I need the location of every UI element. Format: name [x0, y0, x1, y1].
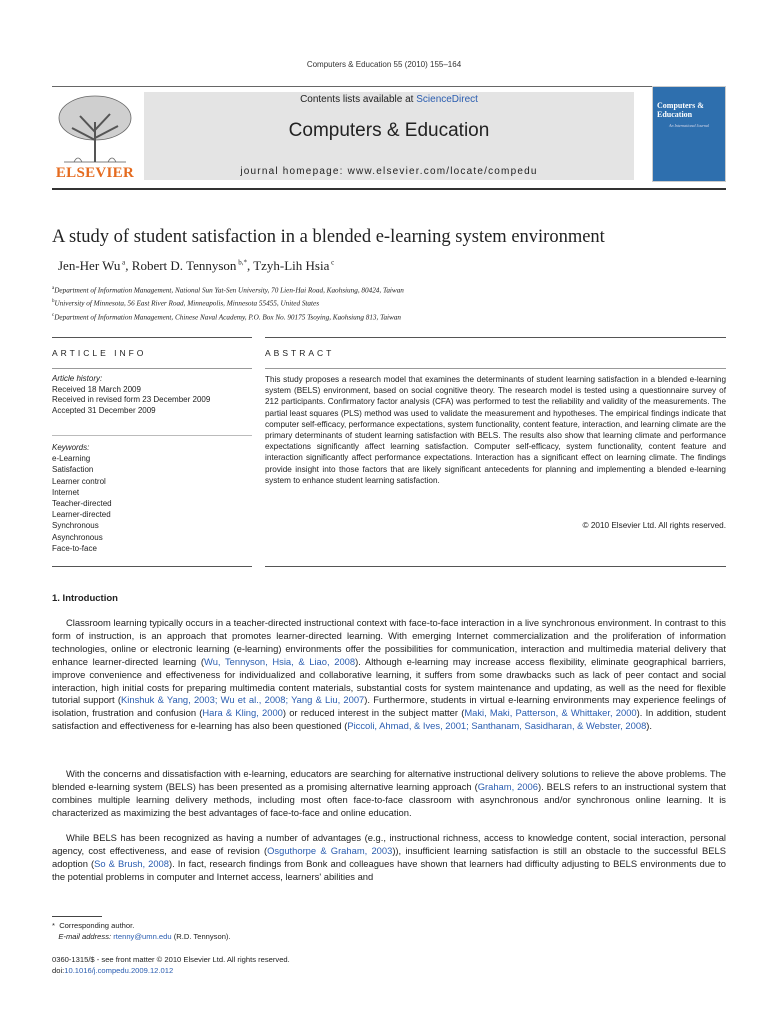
paragraph-text: ). Although e-learning may increase access flexibility, eliminate geographical barriers, improve convenience and effectiveness for individualized and collaborative learning, it suffers from some drawbacks such as lack of peer contact and social interaction, high initial costs for preparing multimedia content materials, substantial costs for system maintenance and updating, as well as the need for flexible tutorial support (: [52, 655, 726, 706]
keyword: Teacher-directed: [52, 499, 112, 509]
keyword: Satisfaction: [52, 465, 94, 475]
body-paragraph: [52, 617, 726, 733]
body-paragraph: [52, 832, 726, 884]
article-title: A study of student satisfaction in a blended e-learning system environment: [52, 227, 605, 247]
page-footer: [52, 954, 290, 976]
author-name[interactable]: Robert D. Tennyson: [131, 258, 237, 273]
abstract-copyright: © 2010 Elsevier Ltd. All rights reserved.: [582, 521, 726, 530]
affiliation: $^a$Department of Information Management, National Sun Yat-Sen University, 70 Lien-Hai Road, Kaohsiung, 80424, Taiwan: [52, 286, 404, 295]
author-name[interactable]: Jen-Her Wu: [58, 258, 121, 273]
issn-line: 0360-1315/$ - see front matter © 2010 Elsevier Ltd. All rights reserved.: [52, 955, 290, 964]
corresponding-author-note: * Corresponding author.: [52, 921, 135, 930]
citation-link[interactable]: Kinshuk & Yang, 2003; Wu et al., 2008; Yang & Liu, 2007: [121, 694, 365, 706]
top-divider: [52, 86, 726, 87]
paragraph-text: ). In addition, student satisfaction and effectiveness for e-learning has also been questioned (: [52, 707, 726, 732]
paragraph-text: ). BELS refers to an instructional system that combines multiple learning delivery methods, including most often face-to-face classroom with asynchronous and/or synchronous online learning. It is characterized as maximizing the best advantages of face-to-face and online education.: [52, 780, 726, 818]
divider: [52, 337, 252, 338]
author-affil-mark: c: [329, 258, 335, 267]
history-item: Received in revised form 23 December 2009: [52, 395, 211, 405]
paragraph-text: While BELS has been recognized as having a number of advantages (e.g., instructional richness, access to knowledge content, social interaction, personal agency, cost effectiveness, and ease of revision (: [52, 832, 726, 856]
section-heading: 1. Introduction: [52, 593, 118, 604]
author-name[interactable]: Tzyh-Lih Hsia: [253, 258, 330, 273]
abstract-heading: ABSTRACT: [265, 348, 335, 358]
keyword: e-Learning: [52, 454, 91, 464]
article-history: [52, 374, 252, 416]
divider: [265, 566, 726, 567]
author-affil-mark: a: [120, 258, 126, 267]
citation-link[interactable]: So & Brush, 2008: [94, 857, 169, 869]
cover-title: Computers & Education: [657, 101, 704, 119]
divider: [265, 368, 726, 369]
citation-link[interactable]: Osguthorpe & Graham, 2003: [267, 844, 393, 856]
author-affil-mark: b,*: [236, 258, 247, 267]
journal-citation: Computers & Education 55 (2010) 155–164: [306, 60, 462, 69]
history-item: Received 18 March 2009: [52, 384, 141, 394]
keyword: Face-to-face: [52, 543, 97, 553]
email-note: E-mail address: rtenny@umn.edu (R.D. Tennyson).: [58, 932, 231, 941]
cover-subtitle: An International Journal: [669, 123, 709, 128]
keyword: Internet: [52, 487, 80, 497]
keywords-label: Keywords:: [52, 443, 90, 452]
footnote-divider: [52, 916, 102, 917]
citation-link[interactable]: Maki, Maki, Patterson, & Whittaker, 2000: [464, 707, 637, 719]
banner-divider: [52, 188, 726, 190]
contents-line: [144, 94, 634, 105]
citation-link[interactable]: Piccoli, Ahmad, & Ives, 2001; Santhanam, Sasidharan, & Webster, 2008: [347, 720, 647, 732]
keywords: [52, 442, 252, 554]
history-item: Accepted 31 December 2009: [52, 405, 156, 415]
author-list: Jen-Her Wu $^a$, Robert D. Tennyson $^{b,*}$, Tzyh-Lih Hsia $^c$: [58, 258, 335, 273]
citation-link[interactable]: Hara & Kling, 2000: [202, 707, 283, 719]
elsevier-wordmark[interactable]: ELSEVIER: [55, 165, 135, 181]
divider: [52, 435, 252, 436]
email-link[interactable]: rtenny@umn.edu: [113, 932, 172, 941]
keyword: Asynchronous: [52, 532, 103, 542]
divider: [265, 337, 726, 338]
sciencedirect-link[interactable]: ScienceDirect: [416, 94, 478, 105]
article-info-heading: ARTICLE INFO: [52, 348, 147, 358]
journal-cover-image[interactable]: [652, 86, 726, 182]
keyword: Synchronous: [52, 521, 99, 531]
keyword: Learner control: [52, 476, 106, 486]
paragraph-text: ) or reduced interest in the subject matter (: [282, 707, 465, 719]
paragraph-text: ). Furthermore, students in virtual e-learning environments may experience feelings of isolation, frustration and confusion (: [52, 694, 726, 719]
citation-link[interactable]: Wu, Tennyson, Hsia, & Liao, 2008: [204, 655, 356, 667]
citation-link[interactable]: Graham, 2006: [477, 780, 538, 792]
body-paragraph: [52, 768, 726, 820]
paragraph-text: ). In fact, research findings from Bonk and colleagues have shown that learners had difficulty adjusting to BELS environments due to the potential problems in computer and Internet access, learners' abilities and: [52, 857, 726, 882]
paragraph-text: Classroom learning typically occurs in a teacher-directed instructional context with face-to-face interaction in a live synchronous environment. In contrast to this form of instruction, is an approach that promotes learner-directed learning. With emerging Internet commercialization and the proliferation of information technologies, online or electronic learning (e-learning) environments offer the possibilities for communication, interaction and multimedia material delivery that enhance learner-directed learning (: [52, 617, 726, 667]
divider: [52, 368, 252, 369]
affiliations: [52, 283, 404, 323]
doi-link[interactable]: 10.1016/j.compedu.2009.12.012: [64, 966, 174, 975]
history-label: Article history:: [52, 374, 103, 383]
footnote: [52, 920, 231, 942]
divider: [52, 566, 252, 567]
contents-prefix: Contents lists available at: [300, 94, 417, 105]
affiliation: $^b$University of Minnesota, 56 East River Road, Minneapolis, Minnesota 55455, United States: [52, 299, 320, 308]
journal-name: Computers & Education: [288, 120, 490, 141]
keyword: Learner-directed: [52, 510, 111, 520]
doi-line: doi:10.1016/j.compedu.2009.12.012: [52, 966, 174, 975]
abstract-text: This study proposes a research model that examines the determinants of student learning satisfaction in a blended e-learning system (BELS) environment, based on social cognitive theory. The research model is tested using a questionnaire survey of 212 participants. Confirmatory factor analysis (CFA) was performed to test the reliability and validity of the measurements. The partial least squares (PLS) method was used to validate the measurement and hypotheses. The empirical findings indicate that computer self-efficacy, performance expectations, system functionality, content feature, interaction, and learning climate are the primary determinants of student learning satisfaction with BELS. The results also show that learning climate and performance expectations significantly affect learning satisfaction. Computer self-efficacy, system functionality, content feature and interaction significantly affect performance expectations. Interaction has a significant effect on learning climate. The findings provide insight into those factors that are likely significant antecedents for planning and implementing a blended e-learning system to enhance student learning satisfaction.: [265, 375, 726, 485]
affiliation: $^c$Department of Information Management, Chinese Naval Academy, P.O. Box No. 90175 Tsoying, Kaohsiung 813, Taiwan: [52, 312, 402, 322]
paragraph-text: ).: [646, 720, 653, 732]
paragraph-text: )), insufficient learning satisfaction is still an obstacle to the successful BELS adoption (: [52, 844, 727, 869]
paragraph-text: With the concerns and dissatisfaction with e-learning, educators are searching for alternative instructional delivery solutions to relieve the above problems. The blended e-learning system (BELS) has been presented as a promising alternative learning approach (: [52, 768, 726, 792]
journal-homepage[interactable]: journal homepage: www.elsevier.com/locate/compedu: [240, 166, 538, 177]
